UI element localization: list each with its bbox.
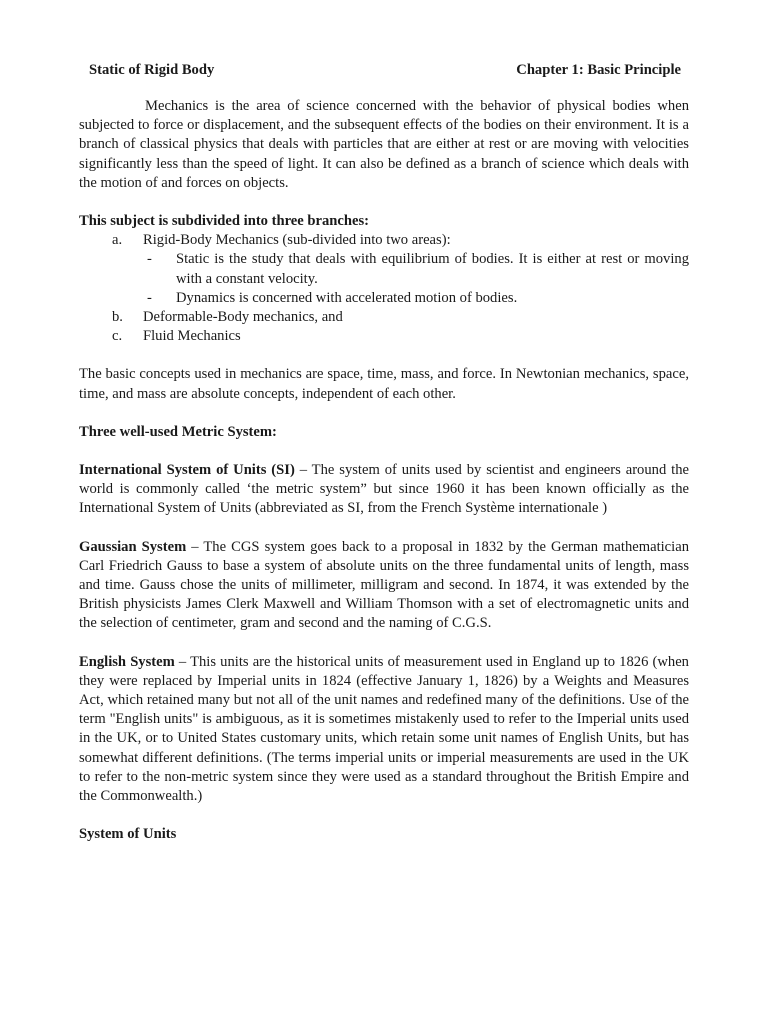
sub-list-marker: - xyxy=(147,289,152,306)
gaussian-description: – The CGS system goes back to a proposal in 1832 by the German mathematician Carl Friedrich Gauss to base a system of absolute units on the three fundamental units of length, mass and time. Gauss chose the units of millimeter, milligram and second. In 1874, it was extended by the British physicists James Clerk Maxwell and William Thomson with a set of electromagnetic units and the selection of centimeter, gram and second and the naming of C.G.S. xyxy=(79,538,689,632)
list-item xyxy=(79,231,689,308)
intro-paragraph: Mechanics is the area of science concerned with the behavior of physical bodies when subjected to force or displacement, and the subsequent effects of the bodies on their environment. It is a branch of classical physics that deals with particles that are either at rest or are moving with velocities significantly less than the speed of light. It can also be defined as a branch of science which deals with the motion of and forces on objects. xyxy=(79,98,689,191)
sub-list-marker: - xyxy=(147,251,152,268)
sub-list-item xyxy=(79,250,689,288)
units-heading: System of Units xyxy=(79,826,177,843)
page-header xyxy=(89,61,681,80)
branches-heading: This subject is subdivided into three branches: xyxy=(79,213,370,230)
gaussian-term: Gaussian System xyxy=(79,538,187,555)
list-marker: c. xyxy=(112,328,123,345)
sub-list-item xyxy=(79,289,689,308)
sub-list-item-text: Static is the study that deals with equilibrium of bodies. It is either at rest or moving with a constant velocity. xyxy=(176,251,689,287)
si-paragraph xyxy=(79,461,689,519)
list-marker: b. xyxy=(112,309,123,326)
branches-list xyxy=(79,231,689,346)
list-item-text: Fluid Mechanics xyxy=(143,328,241,345)
list-item-text: Deformable-Body mechanics, and xyxy=(143,309,343,326)
gaussian-paragraph xyxy=(79,538,689,634)
si-term: International System of Units (SI) xyxy=(79,462,295,479)
header-course-title: Static of Rigid Body xyxy=(89,62,215,78)
list-item-text: Rigid-Body Mechanics (sub-divided into two areas): xyxy=(143,232,451,249)
list-item xyxy=(79,308,689,327)
list-marker: a. xyxy=(112,232,123,249)
metric-heading: Three well-used Metric System: xyxy=(79,423,277,440)
header-chapter-title: Chapter 1: Basic Principle xyxy=(516,62,681,78)
english-description: – This units are the historical units of measurement used in England up to 1826 (when they were replaced by Imperial units in 1824 (effective January 1, 1826) by a Weights and Measures Act, which retained many but not all of the unit names and redefined many of the definitions. Use of the term "English units" is ambiguous, as it is sometimes mistakenly used to refer to the Imperial units used in the UK, or to United States customary units, which retain some unit names of English Units, but has somewhat different definitions. (The terms imperial units or imperial measurements are used in the UK to refer to the non-metric system since they were used as a standard throughout the British Empire and the Commonwealth.) xyxy=(79,653,689,805)
concepts-paragraph: The basic concepts used in mechanics are space, time, mass, and force. In Newtonian mechanics, space, time, and mass are absolute concepts, independent of each other. xyxy=(79,366,689,402)
document-body xyxy=(79,97,689,845)
si-description: – The system of units used by scientist and engineers around the world is commonly called ‘the metric system” but since 1960 it has been known officially as the International System of Units (abbreviated as SI, from the French Système internationale ) xyxy=(79,462,689,517)
english-term: English System xyxy=(79,653,175,670)
sub-list xyxy=(79,250,689,308)
english-paragraph xyxy=(79,653,689,807)
sub-list-item-text: Dynamics is concerned with accelerated motion of bodies. xyxy=(176,289,518,306)
list-item xyxy=(79,327,689,346)
